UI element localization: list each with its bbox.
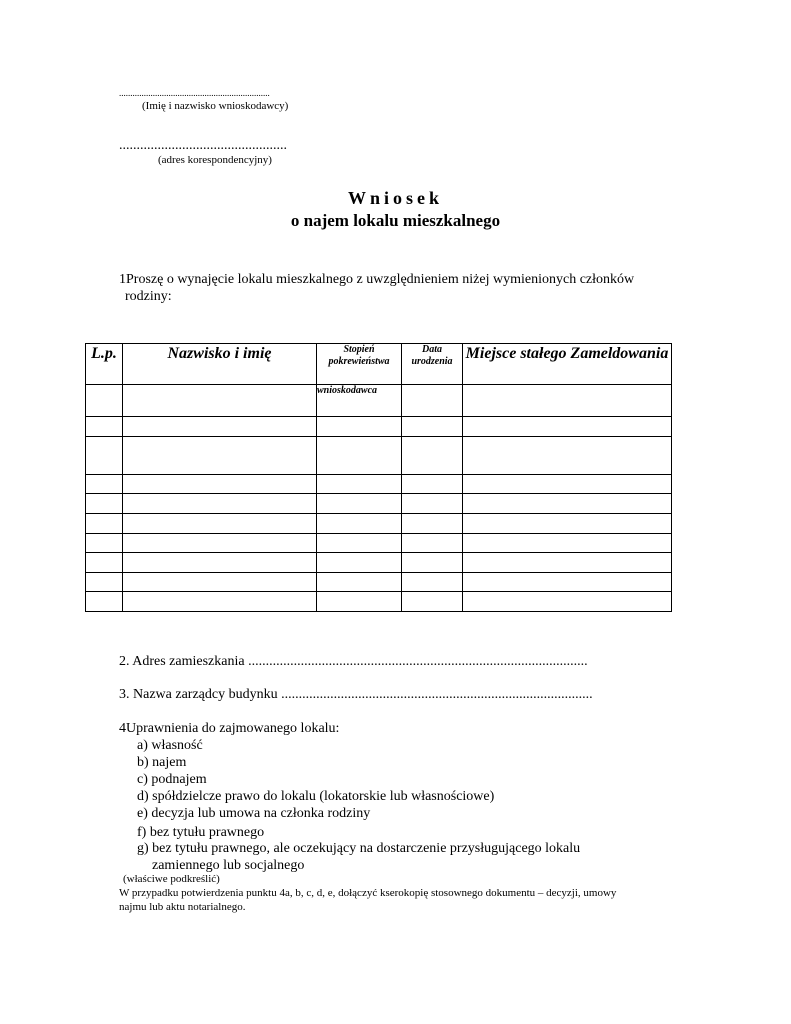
- table-cell[interactable]: [123, 437, 317, 475]
- table-cell[interactable]: [86, 385, 123, 417]
- table-cell[interactable]: [317, 494, 402, 514]
- table-cell[interactable]: [123, 534, 317, 553]
- column-header-relation: Stopień pokrewieństwa: [317, 344, 402, 385]
- table-cell[interactable]: [402, 437, 463, 475]
- family-members-table: [85, 343, 672, 612]
- table-row: [86, 437, 672, 475]
- section1-text-line2: rodziny:: [125, 289, 172, 304]
- table-cell[interactable]: [123, 385, 317, 417]
- table-row: [86, 385, 672, 417]
- table-row: [86, 573, 672, 592]
- entitlements-list: [137, 737, 494, 841]
- table-cell[interactable]: [463, 475, 672, 494]
- table-row: [86, 514, 672, 534]
- table-header-row: [86, 344, 672, 385]
- table-cell[interactable]: [317, 553, 402, 573]
- list-item: d) spółdzielcze prawo do lokalu (lokatorskie lub własnościowe): [137, 789, 495, 804]
- table-cell[interactable]: [402, 385, 463, 417]
- entitlements-heading: 4Uprawnienia do zajmowanego lokalu:: [119, 721, 340, 736]
- table-cell[interactable]: [463, 417, 672, 437]
- table-row: [86, 417, 672, 437]
- building-manager-line[interactable]: 3. Nazwa zarządcy budynku .........................................................................................: [119, 687, 593, 702]
- table-cell[interactable]: [463, 534, 672, 553]
- table-cell[interactable]: [86, 475, 123, 494]
- table-cell[interactable]: [86, 534, 123, 553]
- table-cell[interactable]: [123, 475, 317, 494]
- table-cell[interactable]: [123, 514, 317, 534]
- table-cell[interactable]: [86, 514, 123, 534]
- table-cell[interactable]: [463, 592, 672, 612]
- table-cell[interactable]: [463, 573, 672, 592]
- column-header-residence: Miejsce stałego Zameldowania: [463, 344, 672, 385]
- table-cell[interactable]: [402, 534, 463, 553]
- table-row: [86, 553, 672, 573]
- table-cell[interactable]: [317, 417, 402, 437]
- table-cell[interactable]: [123, 592, 317, 612]
- table-cell[interactable]: [402, 573, 463, 592]
- address-caption: (adres korespondencyjny): [158, 154, 272, 166]
- underline-note: (właściwe podkreślić): [123, 873, 220, 885]
- table-cell[interactable]: [123, 573, 317, 592]
- table-cell[interactable]: [86, 494, 123, 514]
- name-dotted-line: ...................................................................: [119, 88, 270, 98]
- table-cell[interactable]: [86, 592, 123, 612]
- list-item: e) decyzja lub umowa na członka rodziny: [137, 806, 371, 821]
- table-row: [86, 475, 672, 494]
- table-cell[interactable]: [317, 437, 402, 475]
- table-cell[interactable]: [402, 494, 463, 514]
- residence-address-line[interactable]: 2. Adres zamieszkania .................................................................................................: [119, 654, 588, 669]
- table-cell[interactable]: [86, 417, 123, 437]
- table-cell[interactable]: [123, 553, 317, 573]
- table-cell[interactable]: [463, 553, 672, 573]
- table-cell[interactable]: [402, 553, 463, 573]
- table-cell[interactable]: [463, 494, 672, 514]
- table-cell[interactable]: [317, 534, 402, 553]
- table-cell[interactable]: [123, 417, 317, 437]
- list-item: c) podnajem: [137, 772, 207, 787]
- applicant-relation-cell[interactable]: wnioskodawca: [317, 385, 402, 417]
- table-cell[interactable]: [86, 437, 123, 475]
- column-header-name: Nazwisko i imię: [123, 344, 317, 385]
- footer-note-line2: najmu lub aktu notarialnego.: [119, 901, 246, 913]
- table-cell[interactable]: [463, 385, 672, 417]
- column-header-lp: L.p.: [86, 344, 123, 385]
- list-item: b) najem: [137, 755, 187, 770]
- column-header-birthdate: Data urodzenia: [402, 344, 463, 385]
- address-dotted-line: ................................................: [119, 138, 287, 153]
- table-row: [86, 534, 672, 553]
- table-cell[interactable]: [463, 514, 672, 534]
- table-cell[interactable]: [463, 437, 672, 475]
- list-item: a) własność: [137, 738, 203, 753]
- list-item-g-line1: g) bez tytułu prawnego, ale oczekujący na dostarczenie przysługującego lokalu: [137, 841, 581, 856]
- document-title: Wniosek: [347, 188, 444, 208]
- table-cell[interactable]: [402, 417, 463, 437]
- table-cell[interactable]: [317, 475, 402, 494]
- table-cell[interactable]: [402, 475, 463, 494]
- table-row: [86, 494, 672, 514]
- footer-note-line1: W przypadku potwierdzenia punktu 4a, b, c, d, e, dołączyć kserokopię stosownego dokumentu – decyzji, umowy: [119, 887, 617, 899]
- table-cell[interactable]: [317, 592, 402, 612]
- table-cell[interactable]: [402, 514, 463, 534]
- table-row: [86, 592, 672, 612]
- table-cell[interactable]: [86, 573, 123, 592]
- table-cell[interactable]: [123, 494, 317, 514]
- list-item: f) bez tytułu prawnego: [137, 825, 265, 840]
- document-subtitle: o najem lokalu mieszkalnego: [290, 211, 501, 230]
- table-cell[interactable]: [317, 514, 402, 534]
- list-item-g-line2: zamiennego lub socjalnego: [152, 858, 305, 873]
- table-cell[interactable]: [86, 553, 123, 573]
- name-caption: (Imię i nazwisko wnioskodawcy): [142, 100, 289, 112]
- table-cell[interactable]: [402, 592, 463, 612]
- table-cell[interactable]: [317, 573, 402, 592]
- section1-text-line1: 1Proszę o wynajęcie lokalu mieszkalnego z uwzględnieniem niżej wymienionych członków: [119, 272, 635, 287]
